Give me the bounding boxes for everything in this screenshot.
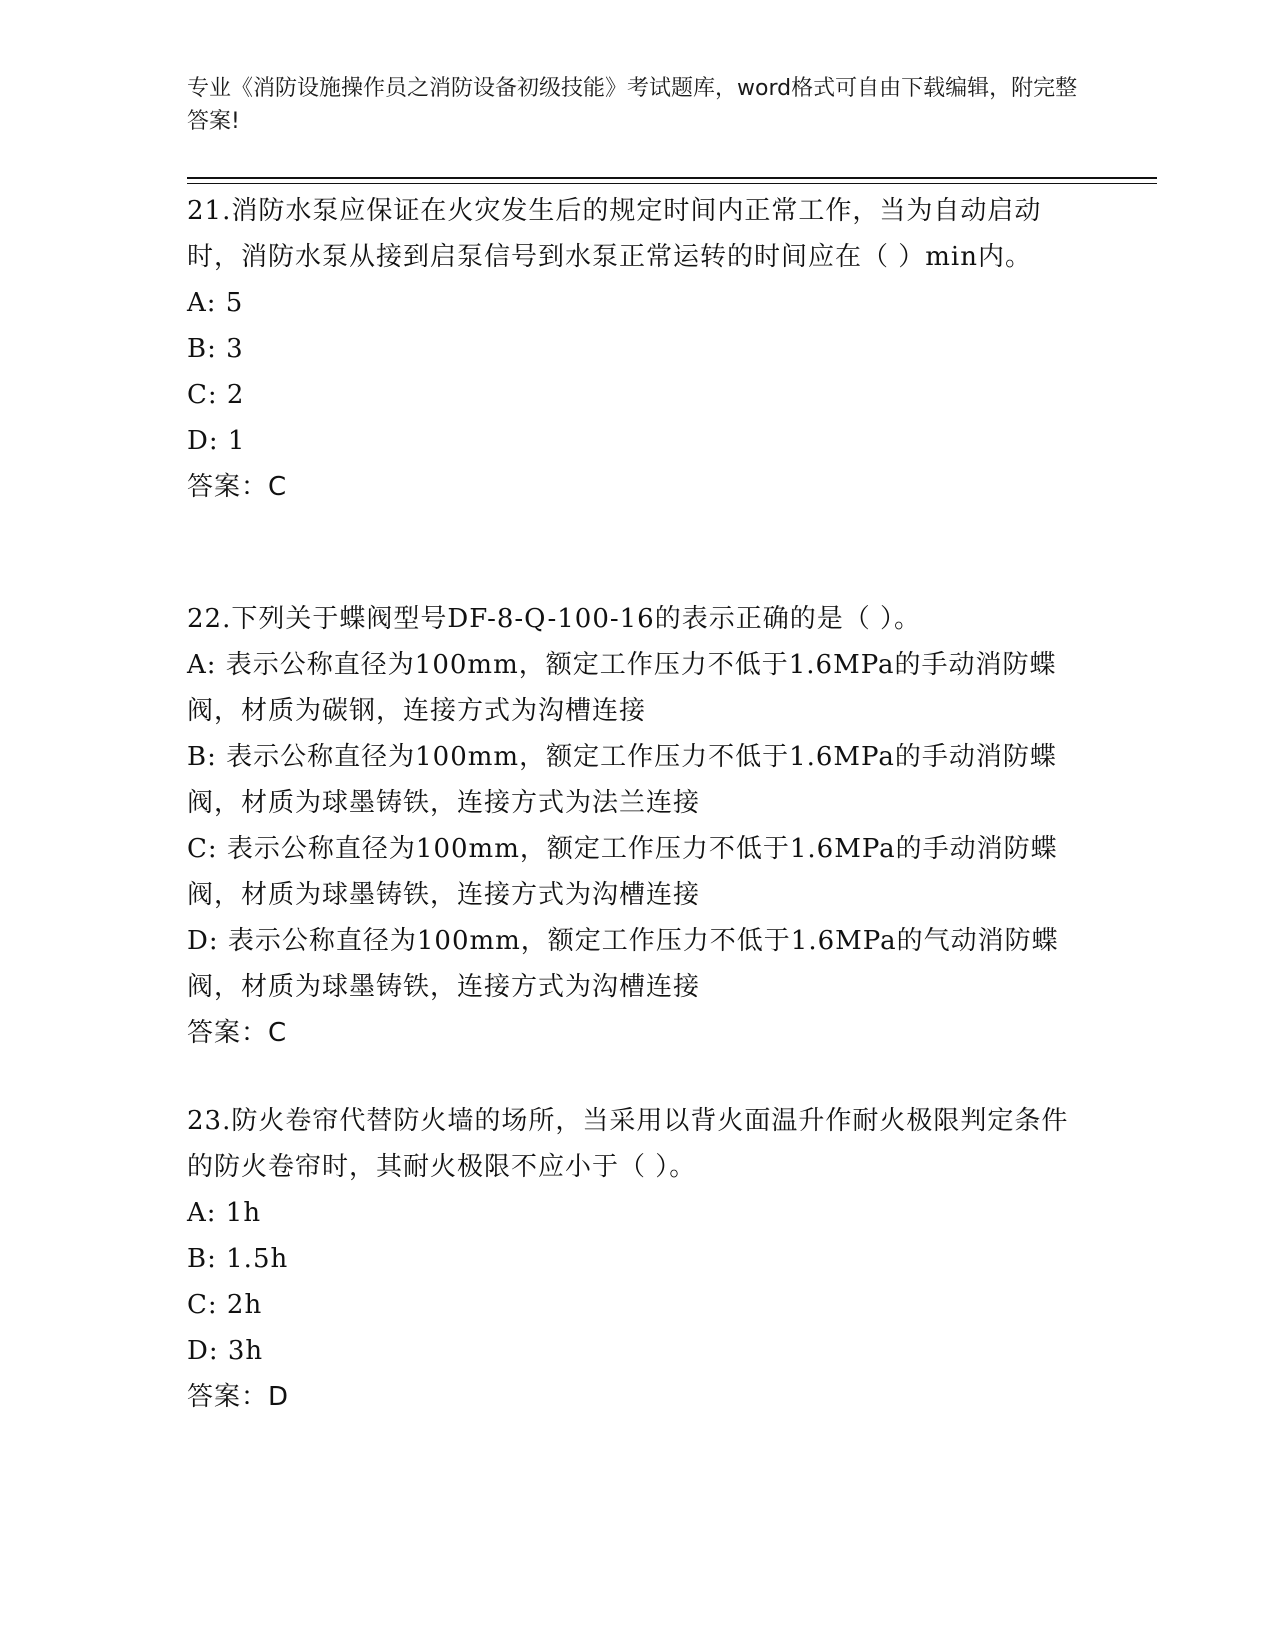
answer: 答案：C xyxy=(187,472,288,502)
question-stem: 22.下列关于蝶阀型号DF-8-Q-100-16的表示正确的是（ ）。 xyxy=(187,604,921,634)
option-a: A: 表示公称直径为100mm，额定工作压力不低于1.6MPa的手动消防蝶阀，材质为碳钢，连接方式为沟槽连接 xyxy=(187,650,1057,726)
option-d: D: 1 xyxy=(187,426,246,456)
option-b: B: 1.5h xyxy=(187,1244,289,1274)
answer: 答案：C xyxy=(187,1018,288,1048)
option-b: B: 表示公称直径为100mm，额定工作压力不低于1.6MPa的手动消防蝶阀，材质为球墨铸铁，连接方式为法兰连接 xyxy=(187,742,1057,818)
option-b: B: 3 xyxy=(187,334,244,364)
option-c: C: 2 xyxy=(187,380,245,410)
option-a: A: 1h xyxy=(187,1198,262,1228)
option-d: D: 3h xyxy=(187,1336,264,1366)
header-divider-thin xyxy=(187,183,1157,184)
answer: 答案：D xyxy=(187,1382,290,1412)
option-c: C: 2h xyxy=(187,1290,263,1320)
question-23 xyxy=(187,1098,1087,1420)
option-c: C: 表示公称直径为100mm，额定工作压力不低于1.6MPa的手动消防蝶阀，材质为球墨铸铁，连接方式为沟槽连接 xyxy=(187,834,1058,910)
question-stem: 21.消防水泵应保证在火灾发生后的规定时间内正常工作，当为自动启动时，消防水泵从接到启泵信号到水泵正常运转的时间应在（ ）min内。 xyxy=(187,196,1042,272)
option-a: A: 5 xyxy=(187,288,244,318)
header-divider-thick xyxy=(187,177,1157,179)
question-21 xyxy=(187,188,1087,510)
document-header: 专业《消防设施操作员之消防设备初级技能》考试题库，word格式可自由下载编辑，附完整答案! xyxy=(187,76,1078,134)
question-22 xyxy=(187,596,1087,1056)
option-d: D: 表示公称直径为100mm，额定工作压力不低于1.6MPa的气动消防蝶阀，材质为球墨铸铁，连接方式为沟槽连接 xyxy=(187,926,1059,1002)
question-stem: 23.防火卷帘代替防火墙的场所，当采用以背火面温升作耐火极限判定条件的防火卷帘时，其耐火极限不应小于（ ）。 xyxy=(187,1106,1069,1182)
